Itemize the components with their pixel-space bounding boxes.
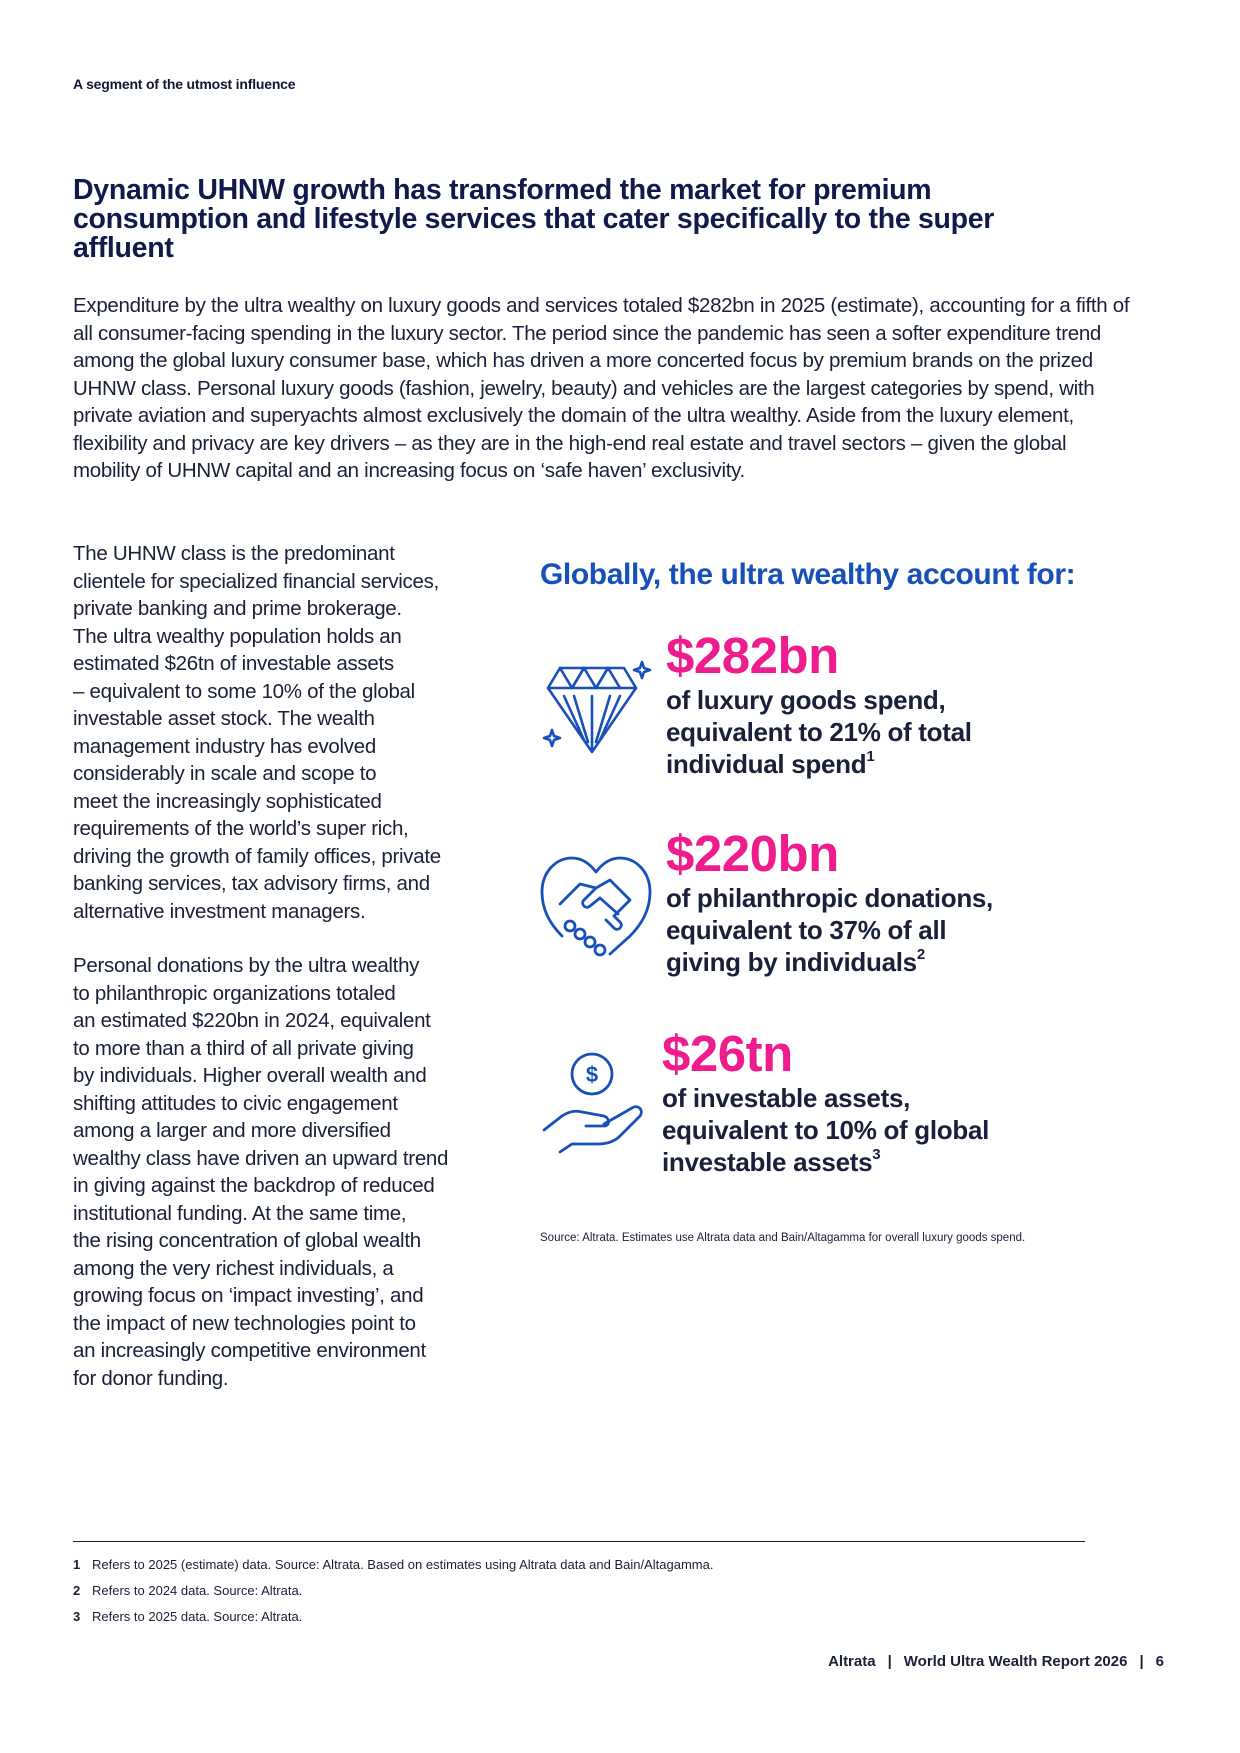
footnote-ref: 3 bbox=[872, 1146, 881, 1163]
diamond-icon bbox=[540, 660, 652, 765]
intro-paragraph: Expenditure by the ultra wealthy on luxury goods and services totaled $282bn in 2025 (estimate), accounting for a fifth of all consumer-facing spending in the luxury sector. The period since the pandemic has seen a softer expenditure trend among the global luxury consumer base, which has driven a more concerted focus by premium brands on the prized UHNW class. Personal luxury goods (fashion, jewelry, beauty) and vehicles are the largest categories by spend, with private aviation and superyachts almost exclusively the domain of the ultra wealthy. Aside from the luxury element, flexibility and privacy are key drivers – as they are in the high-end real estate and travel sectors – given the global mobility of UHNW capital and an increasing focus on ‘safe haven’ exclusivity. bbox=[73, 294, 1130, 482]
page-number: 6 bbox=[1155, 1653, 1164, 1670]
stat-description: of philanthropic donations, equivalent to 37% of all giving by individuals$^2$ bbox=[666, 883, 993, 977]
stats-source: Source: Altrata. Estimates use Altrata data and Bain/Altagamma for overall luxury goods spend. bbox=[540, 1232, 1026, 1244]
hand-coin-icon bbox=[540, 1048, 652, 1163]
footer-separator: | bbox=[887, 1653, 892, 1670]
left-column bbox=[73, 540, 513, 1392]
footer-brand: Altrata bbox=[828, 1653, 876, 1670]
page-footer bbox=[828, 1653, 1164, 1670]
stat-value: $26tn bbox=[662, 1025, 793, 1082]
stats-title: Globally, the ultra wealthy account for: bbox=[540, 558, 1076, 591]
stat-description: of luxury goods spend, equivalent to 21% of total individual spend$^1$ bbox=[666, 685, 972, 779]
heart-handshake-icon bbox=[540, 854, 652, 969]
footnote: 1 Refers to 2025 (estimate) data. Source: Altrata. Based on estimates using Altrata data and Bain/Altagamma. bbox=[73, 1557, 714, 1572]
footnote-ref: 2 bbox=[916, 946, 925, 963]
footnotes bbox=[73, 1557, 713, 1635]
footnote-ref: 1 bbox=[866, 748, 875, 765]
footnote-divider bbox=[73, 1541, 1085, 1542]
body-paragraph-philanthropy: Personal donations by the ultra wealthy to philanthropic organizations totaled an estimated $220bn in 2024, equivalent to more than a third of all private giving by individuals. Higher overall wealth and shifting attitudes to civic engagement among a larger and more diversified wealthy class have driven an upward trend in giving against the backdrop of reduced institutional funding. At the same time, the rising concentration of global wealth among the very richest individuals, a growing focus on ‘impact investing’, and the impact of new technologies point to an increasingly competitive environment for donor funding. bbox=[73, 954, 449, 1390]
section-label: A segment of the utmost influence bbox=[73, 76, 296, 92]
footer-report-title: World Ultra Wealth Report 2026 bbox=[903, 1653, 1128, 1670]
stat-value: $220bn bbox=[666, 825, 839, 882]
body-paragraph-financial-services: The UHNW class is the predominant clientele for specialized financial services, private banking and prime brokerage. The ultra wealthy population holds an estimated $26tn of investable assets – equivalent to some 10% of the global investable asset stock. The wealth management industry has evolved considerably in scale and scope to meet the increasingly sophisticated requirements of the world’s super rich, driving the growth of family offices, private banking services, tax advisory firms, and alternative investment managers. bbox=[73, 542, 441, 923]
footnote: 2 Refers to 2024 data. Source: Altrata. bbox=[73, 1583, 303, 1598]
stat-description: of investable assets, equivalent to 10% of global investable assets$^3$ bbox=[662, 1083, 990, 1177]
page-headline: Dynamic UHNW growth has transformed the market for premium consumption and lifestyle services that cater specifically to the super affluent bbox=[73, 174, 995, 264]
stat-value: $282bn bbox=[666, 627, 839, 684]
footer-separator: | bbox=[1139, 1653, 1144, 1670]
footnote: 3 Refers to 2025 data. Source: Altrata. bbox=[73, 1609, 303, 1624]
svg-text:$: $ bbox=[585, 1062, 599, 1087]
